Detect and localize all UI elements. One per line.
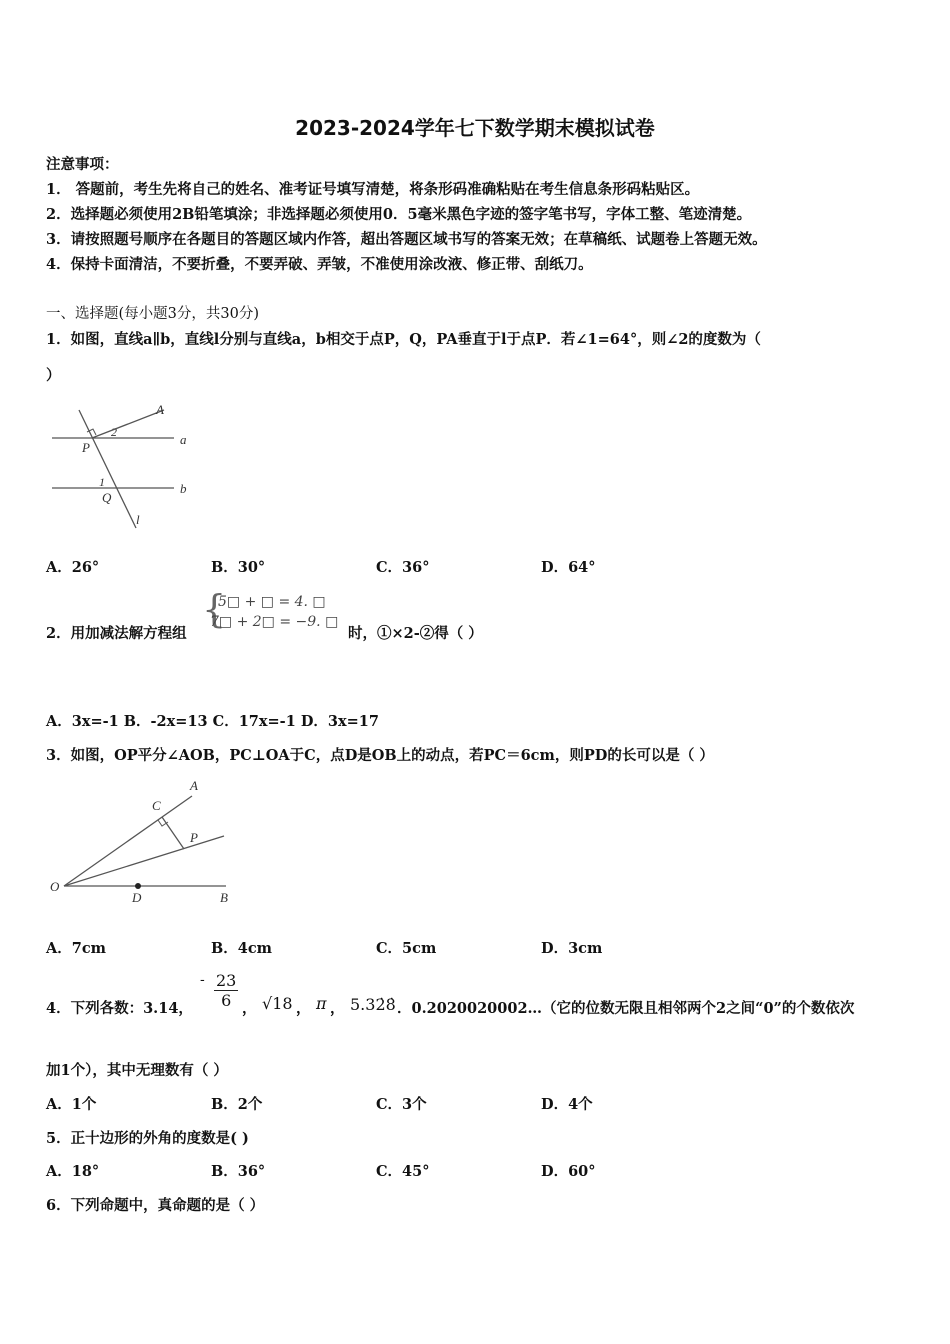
q4-stem-prefix: 4．下列各数：3.14， [46, 1000, 193, 1017]
q4-option-a: A．1个 [46, 1096, 97, 1113]
q5-option-c: C．45° [376, 1163, 430, 1180]
notice-item-1: 1． 答题前，考生先将自己的姓名、准考证号填写清楚，将条形码准确粘贴在考生信息条形码粘贴区。 [46, 181, 700, 198]
notice-item-2: 2．选择题必须使用2B铅笔填涂；非选择题必须使用0．5毫米黑色字迹的签字笔书写，字体工整、笔迹清楚。 [46, 206, 752, 223]
q1-option-d: D．64° [541, 559, 596, 576]
q3-option-a: A．7cm [46, 940, 107, 957]
q4-separator-1: ， [242, 1000, 257, 1017]
label-C: C [152, 798, 161, 813]
q4-pi: π [316, 994, 327, 1013]
q4-stem-end: 加1个），其中无理数有（ ） [46, 1062, 228, 1079]
q4-separator-3: ， [330, 1000, 345, 1017]
q3-option-d: D．3cm [541, 940, 603, 957]
label-A: A [156, 402, 164, 417]
ray-PA [92, 410, 164, 438]
ray-OA [64, 796, 192, 886]
system-brace: { [202, 587, 227, 631]
q4-repeating-decimal: 5.32̇8̇ [350, 995, 396, 1014]
notice-item-3: 3．请按照题号顺序在各题目的答题区域内作答，超出答题区域书写的答案无效；在草稿纸、试题卷上答题无效。 [46, 231, 767, 248]
ray-OP [64, 836, 224, 886]
q1-option-b: B．30° [211, 559, 266, 576]
right-angle-mark [158, 820, 168, 826]
label-P: P [82, 440, 90, 455]
label-B: B [220, 890, 228, 905]
point-D [135, 883, 141, 889]
label-Q: Q [102, 490, 112, 505]
q2-stem-suffix: 时，①×2-②得（ ） [348, 625, 483, 642]
q1-option-a: A．26° [46, 559, 100, 576]
label-A: A [190, 778, 198, 793]
label-1: 1 [99, 475, 105, 489]
label-P: P [190, 830, 198, 845]
section-heading: 一、选择题(每小题3分，共30分) [46, 306, 259, 322]
notice-heading: 注意事项： [46, 156, 119, 173]
label-b: b [180, 481, 187, 496]
q3-option-c: C．5cm [376, 940, 437, 957]
q5-option-d: D．60° [541, 1163, 596, 1180]
q2-equation-2: 7□ + 2□ = −9. □ [210, 614, 339, 630]
q4-fraction [214, 971, 238, 1010]
q4-option-d: D．4个 [541, 1096, 593, 1113]
q6-stem: 6．下列命题中，真命题的是（ ） [46, 1197, 265, 1214]
label-O: O [50, 879, 60, 894]
q4-option-b: B．2个 [211, 1096, 263, 1113]
segment-PC [162, 817, 184, 849]
q3-figure [44, 774, 244, 910]
q1-stem: 1．如图，直线a∥b，直线l分别与直线a，b相交于点P，Q，PA垂直于l于点P．若∠1=64°，则∠2的度数为（ [46, 331, 761, 348]
label-l: l [136, 512, 140, 527]
q5-option-b: B．36° [211, 1163, 266, 1180]
q3-option-b: B．4cm [211, 940, 273, 957]
q4-separator-2: ， [296, 1000, 311, 1017]
q4-option-c: C．3个 [376, 1096, 427, 1113]
label-a: a [180, 432, 187, 447]
notice-item-4: 4．保持卡面清洁，不要折叠，不要弄破、弄皱，不准使用涂改液、修正带、刮纸刀。 [46, 256, 593, 273]
q2-stem-prefix: 2．用加减法解方程组 [46, 625, 187, 642]
q4-stem-suffix: ．0.2020020002…（它的位数无限且相邻两个2之间“0”的个数依次 [397, 1000, 855, 1017]
q1-option-c: C．36° [376, 559, 430, 576]
q4-minus-sign: - [200, 972, 205, 988]
label-D: D [132, 890, 142, 905]
q2-options: A．3x=-1 B．-2x=13 C．17x=-1 D．3x=17 [46, 713, 379, 730]
label-2: 2 [111, 425, 117, 439]
q1-figure [44, 398, 204, 533]
line-l [79, 410, 136, 528]
q3-stem: 3．如图，OP平分∠AOB，PC⊥OA于C，点D是OB上的动点，若PC＝6cm，则PD的长可以是（ ） [46, 747, 714, 764]
q4-sqrt: √18 [262, 994, 293, 1013]
q5-stem: 5．正十边形的外角的度数是( ) [46, 1130, 249, 1147]
fraction-denominator: 6 [221, 991, 232, 1010]
q5-option-a: A．18° [46, 1163, 100, 1180]
fraction-numerator: 23 [216, 971, 237, 990]
q1-stem-end: ） [46, 367, 61, 384]
q2-equation-1: 5□ + □ = 4. □ [218, 594, 326, 610]
page-title: 2023-2024学年七下数学期末模拟试卷 [295, 116, 655, 140]
